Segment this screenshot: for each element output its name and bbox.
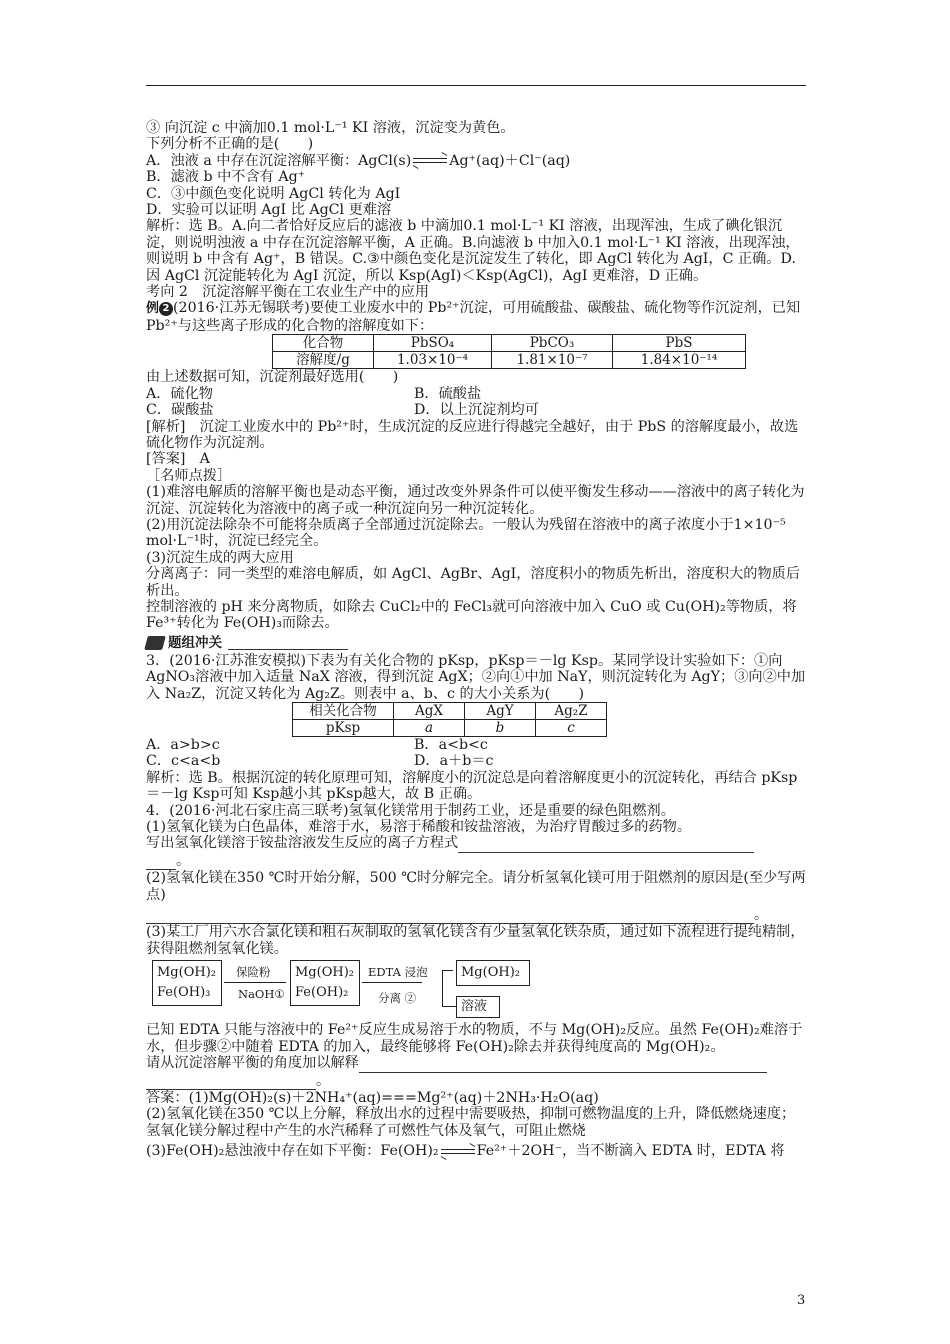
tip-item: 控制溶液的 pH 来分离物质，如除去 CuCl₂中的 FeCl₃就可向溶液中加入 CuO 或 Cu(OH)₂等物质，将 Fe³⁺转化为 Fe(OH)₃而除去。 [146, 598, 797, 632]
answer-1: 答案：(1)Mg(OH)₂(s)＋2NH₄⁺(aq)===Mg²⁺(aq)＋2NH₃·H₂O(aq) [146, 1089, 599, 1106]
answer-blank [146, 907, 754, 924]
option-a-ions: Ag⁺(aq)＋Cl⁻(aq) [449, 152, 571, 169]
option-d: D．实验可以证明 AgI 比 AgCl 更难溶 [146, 202, 392, 219]
section-heading: 考向 2 沉淀溶解平衡在工农业生产中的应用 [146, 284, 430, 301]
flow-item: Fe(OH)₃ [157, 985, 211, 1001]
table-cell: 1.81×10⁻⁷ [492, 352, 613, 369]
option-c: C．c<a<b [146, 753, 221, 770]
example-badge [146, 301, 173, 317]
table-row [293, 703, 607, 720]
table-header: Ag₂Z [536, 703, 607, 720]
flow-output: Mg(OH)₂ [456, 960, 530, 986]
option-c: C．③中颜色变化说明 AgCl 转化为 AgI [146, 185, 401, 202]
table-cell: 1.03×10⁻⁴ [374, 352, 492, 369]
flow-step-label: 保险粉 [236, 965, 271, 980]
page-number: 3 [797, 1293, 806, 1308]
answer-blank [146, 853, 176, 870]
table-cell: 溶解度/g [273, 352, 374, 369]
solubility-table [272, 334, 746, 369]
question-4-prompt [146, 1055, 808, 1072]
answer-blank-line [146, 1073, 808, 1090]
option-d: D．a＋b＝c [414, 753, 494, 770]
question-stem: 由上述数据可知，沉淀剂最好选用( ) [146, 369, 399, 386]
option-c: C．碳酸盐 [146, 402, 214, 419]
answer-text: Fe²⁺＋2OH⁻，当不断滴入 EDTA 时，EDTA 将 [476, 1143, 785, 1160]
arrow-right-icon [224, 982, 286, 983]
table-row [273, 335, 746, 352]
table-header: 相关化合物 [293, 703, 394, 720]
table-header: PbSO₄ [374, 335, 492, 352]
answer-2: (2)氢氧化镁在350 ℃以上分解，释放出水的过程中需要吸热，抑制可燃物温度的上升，降低燃烧速度；氢氧化镁分解过程中产生的水汽稀释了可燃性气体及氧气，可阻止燃烧 [146, 1106, 796, 1139]
arrow-right-icon [362, 982, 422, 983]
example-number: 2 [159, 302, 173, 316]
flow-box-start [152, 960, 222, 1006]
question-stem: 下列分析不正确的是( ) [146, 136, 314, 153]
option-b: B．a<b<c [414, 737, 488, 753]
table-cell: b [465, 720, 536, 737]
option-b: B．硫酸盐 [414, 385, 482, 402]
question-4-part-1: (1)氢氧化镁为白色晶体，难溶于水，易溶于稀酸和铵盐溶液，为治疗胃酸过多的药物。 [146, 819, 692, 836]
banner-rule [228, 649, 348, 650]
period: 。 [176, 852, 191, 869]
practice-title: 题组冲关 [168, 634, 222, 651]
flow-item: Fe(OH)₂ [295, 985, 349, 1001]
answer-blank-line [146, 907, 808, 924]
option-a [146, 153, 808, 169]
equilibrium-arrow-icon [441, 1147, 475, 1156]
period: 。 [316, 1072, 331, 1089]
answer-blank [146, 1073, 316, 1090]
answer: [答案] A [146, 451, 210, 468]
example-2 [146, 300, 808, 334]
table-header: PbS [613, 335, 746, 352]
process-flow-diagram [152, 960, 808, 1020]
options-grid [146, 386, 808, 419]
question-4-note: 已知 EDTA 只能与溶液中的 Fe²⁺反应生成易溶于水的物质，不与 Mg(OH)₂反应。虽然 Fe(OH)₂难溶于水，但步骤②中随着 EDTA 的加入，最终能够将 Fe(OH)₂除去并获得纯度高的 Mg(OH)₂。 [146, 1022, 803, 1055]
tip-item: (2)用沉淀法除杂不可能将杂质离子全部通过沉淀除去。一般认为残留在溶液中的离子浓度小于1×10⁻⁵ mol·L⁻¹时，沉淀已经完全。 [146, 516, 786, 550]
option-a: A．a>b>c [146, 737, 220, 753]
flow-step-label: EDTA 浸泡 [368, 965, 428, 980]
flow-step-label: NaOH① [238, 987, 285, 1002]
text-line: ③ 向沉淀 c 中滴加0.1 mol·L⁻¹ KI 溶液，沉淀变为黄色。 [146, 120, 515, 136]
option-a-text: A．浊液 a 中存在沉淀溶解平衡：AgCl(s) [146, 152, 412, 169]
answer-blank [458, 835, 754, 852]
prompt-text: 写出氢氧化镁溶于铵盐溶液发生反应的离子方程式 [146, 835, 459, 852]
table-cell: c [536, 720, 607, 737]
table-cell: a [394, 720, 465, 737]
prompt-text: 请从沉淀溶解平衡的角度加以解释 [146, 1055, 359, 1072]
tip-item: 分离离子：同一类型的难溶电解质，如 AgCl、AgBr、AgI，溶度积小的物质先析出，溶度积大的物质后析出。 [146, 566, 801, 599]
flow-item: Mg(OH)₂ [157, 965, 216, 981]
flow-box-middle [290, 960, 360, 1006]
example-text: (2016·江苏无锡联考)要使工业废水中的 Pb²⁺沉淀，可用硫酸盐、碳酸盐、硫化物等作沉淀剂，已知 Pb²⁺与这些离子形成的化合物的溶解度如下： [146, 300, 801, 334]
analysis: [解析] 沉淀工业废水中的 Pb²⁺时，生成沉淀的反应进行得越完全越好，由于 PbS 的溶解度最小，故选硫化物作为沉淀剂。 [146, 418, 799, 451]
practice-banner [146, 633, 808, 653]
table-header: PbCO₃ [492, 335, 613, 352]
table-cell: pKsp [293, 720, 394, 737]
question-4-part-2: (2)氢氧化镁在350 ℃时开始分解，500 ℃时分解完全。请分析氢氧化镁可用于阻燃剂的原因是(至少写两点) [146, 870, 806, 903]
tip-item: (3)沉淀生成的两大应用 [146, 549, 294, 566]
example-label: 例 [146, 301, 160, 317]
option-a: A．硫化物 [146, 385, 213, 402]
analysis: 解析：选 B。A.向二者恰好反应后的滤液 b 中滴加0.1 mol·L⁻¹ KI 溶液，出现浑浊，生成了碘化银沉淀，则说明浊液 a 中存在沉淀溶解平衡，A 正确。B.向滤液 b 中加入0.1 mol·L⁻¹ KI 溶液，出现浑浊，则说明 b 中含有 Ag⁺，B 错误。C.③中颜色变化是沉淀发生了转化，即 AgCl 转化为 AgI，C 正确。D.因 AgCl 沉淀能转化为 AgI 沉淀，所以 Ksp(AgI)＜Ksp(AgCl)，AgI 更难溶，D 正确。 [146, 218, 800, 284]
question-4: 4．(2016·河北石家庄高三联考)氢氧化镁常用于制药工业，还是重要的绿色阻燃剂。 [146, 802, 675, 819]
options-grid [146, 737, 808, 770]
page-body [146, 120, 808, 1160]
question-4-part-3: (3)某工厂用六水合氯化镁和粗石灰制取的氢氧化镁含有少量氢氧化铁杂质，通过如下流程进行提纯精制，获得阻燃剂氢氧化镁。 [146, 924, 805, 957]
tip-item: (1)难溶电解质的溶解平衡也是动态平衡，通过改变外界条件可以使平衡发生移动——溶液中的离子转化为沉淀、沉淀转化为溶液中的离子或一种沉淀向另一种沉淀转化。 [146, 484, 805, 517]
flow-step-label: 分离 ② [378, 991, 417, 1006]
pksp-table [292, 702, 607, 737]
table-row [293, 720, 607, 737]
answer-3 [146, 1143, 808, 1159]
table-header: AgX [394, 703, 465, 720]
analysis: 解析：选 B。根据沉淀的转化原理可知，溶解度小的沉淀总是向着溶解度更小的沉淀转化，再结合 pKsp＝－lg Ksp可知 Ksp越小其 pKsp越大，故 B 正确。 [146, 769, 798, 803]
equilibrium-arrow-icon [413, 156, 447, 165]
header-rule [146, 85, 806, 86]
period: 。 [754, 907, 769, 924]
option-b: B．滤液 b 中不含有 Ag⁺ [146, 169, 306, 186]
arrow-right-icon [442, 1006, 456, 1007]
answer-blank [359, 1055, 767, 1072]
flow-output: 溶液 [456, 996, 500, 1018]
tip-heading: ［名师点拨］ [146, 467, 232, 484]
table-header: 化合物 [273, 335, 374, 352]
answer-text: (3)Fe(OH)₂悬浊液中存在如下平衡：Fe(OH)₂ [146, 1143, 439, 1160]
table-header: AgY [465, 703, 536, 720]
table-cell: 1.84×10⁻¹⁴ [613, 352, 746, 369]
branch-connector [442, 970, 453, 1007]
question-3: 3．(2016·江苏淮安模拟)下表为有关化合物的 pKsp，pKsp＝－lg Ksp。某同学设计实验如下：①向 AgNO₃溶液中加入适量 NaX 溶液，得到沉淀 AgX；②向①中加 NaY，则沉淀转化为 AgY；③向②中加入 Na₂Z，沉淀又转化为 Ag₂Z。则表中 a、b、c 的大小关系为( ) [146, 652, 806, 702]
pencil-icon [144, 636, 166, 650]
flow-item: Mg(OH)₂ [295, 965, 354, 981]
table-row [273, 352, 746, 369]
question-4-part-1b [146, 835, 808, 852]
answer-blank-line [146, 853, 808, 870]
option-d: D．以上沉淀剂均可 [414, 402, 539, 419]
